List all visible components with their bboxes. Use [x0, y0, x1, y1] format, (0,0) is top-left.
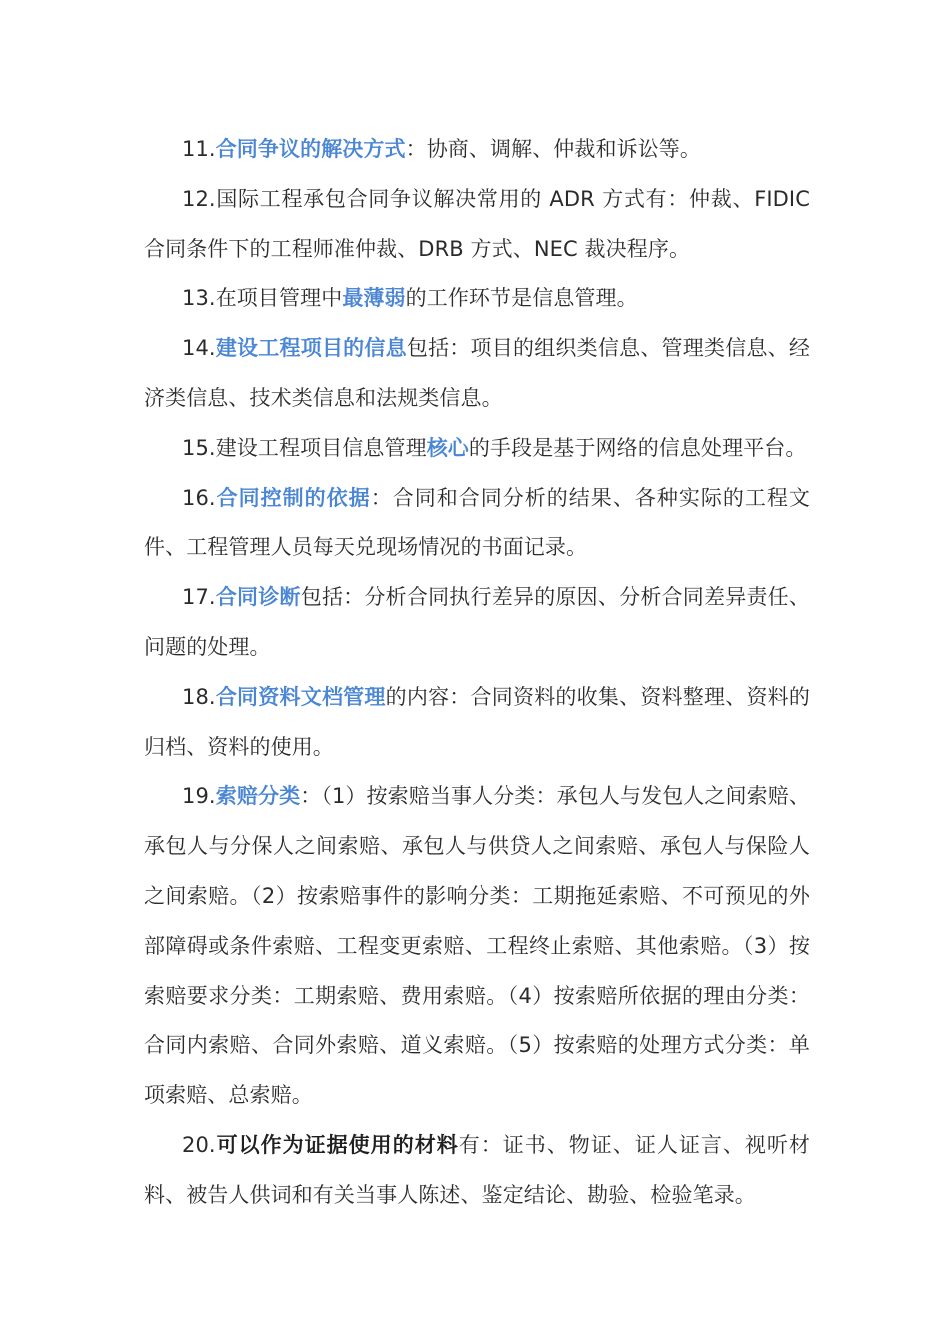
body-text: ：（1）按索赔当事人分类：承包人与发包人之间索赔、承包人与分保人之间索赔、承包人与供贷人之间索赔、承包人与保险人之间索赔。（2）按索赔事件的影响分类：工期拖延索赔、不可预见的外部障碍或条件索赔、工程变更索赔、工程终止索赔、其他索赔。（3）按索赔要求分类：工期索赔、费用索赔。（4）按索赔所依据的理由分类：合同内索赔、合同外索赔、道义索赔。（5）按索赔的处理方式分类：单项索赔、总索赔。 [144, 784, 811, 1108]
list-item [144, 274, 810, 324]
highlighted-term: 合同控制的依据 [215, 485, 371, 510]
item-number: 19. [182, 784, 216, 809]
body-text: 建设工程项目信息管理 [215, 435, 427, 460]
highlighted-term: 合同诊断 [215, 585, 301, 610]
item-number: 13. [182, 286, 216, 311]
body-text: 的工作环节是信息管理。 [405, 286, 638, 311]
list-item [144, 573, 810, 673]
list-item [144, 772, 810, 1121]
body-text: ：合同和合同分析的结果、各种实际的工程文件、工程管理人员每天兑现场情况的书面记录。 [144, 485, 811, 560]
item-number: 14. [182, 336, 216, 361]
highlighted-term: 索赔分类 [215, 784, 301, 809]
bold-term: 可以作为证据使用的材料 [215, 1132, 459, 1157]
highlighted-term: 合同资料文档管理 [215, 684, 386, 709]
list-item [144, 424, 810, 474]
highlighted-term: 建设工程项目的信息 [215, 336, 407, 361]
body-text: 包括：分析合同执行差异的原因、分析合同差异责任、问题的处理。 [144, 585, 810, 659]
highlighted-term: 最薄弱 [342, 286, 406, 311]
list-item [144, 175, 810, 275]
item-number: 12. [182, 186, 216, 211]
body-text: 有：证书、物证、证人证言、视听材料、被告人供词和有关当事人陈述、鉴定结论、勘验、检验笔录。 [144, 1132, 810, 1207]
highlighted-term: 核心 [426, 435, 469, 460]
list-item [144, 125, 810, 175]
list-item [144, 324, 810, 424]
list-item [144, 673, 810, 773]
item-number: 16. [182, 485, 216, 510]
item-number: 18. [182, 684, 216, 709]
body-text: 包括：项目的组织类信息、管理类信息、经济类信息、技术类信息和法规类信息。 [144, 336, 810, 410]
body-text: 在项目管理中 [215, 286, 343, 311]
list-item [144, 1121, 810, 1221]
body-text: 的内容：合同资料的收集、资料整理、资料的归档、资料的使用。 [144, 684, 810, 759]
body-text: 国际工程承包合同争议解决常用的 ADR 方式有：仲裁、FIDIC 合同条件下的工程师准仲裁、DRB 方式、NEC 裁决程序。 [144, 186, 810, 261]
highlighted-term: 合同争议的解决方式 [215, 137, 406, 161]
item-number: 20. [182, 1132, 216, 1157]
item-number: 15. [182, 435, 216, 460]
document-page [144, 125, 810, 1221]
item-number: 11. [182, 137, 216, 161]
body-text: ：协商、调解、仲裁和诉讼等。 [405, 137, 702, 161]
item-number: 17. [182, 585, 216, 610]
list-item [144, 474, 810, 574]
body-text: 的手段是基于网络的信息处理平台。 [468, 435, 807, 460]
